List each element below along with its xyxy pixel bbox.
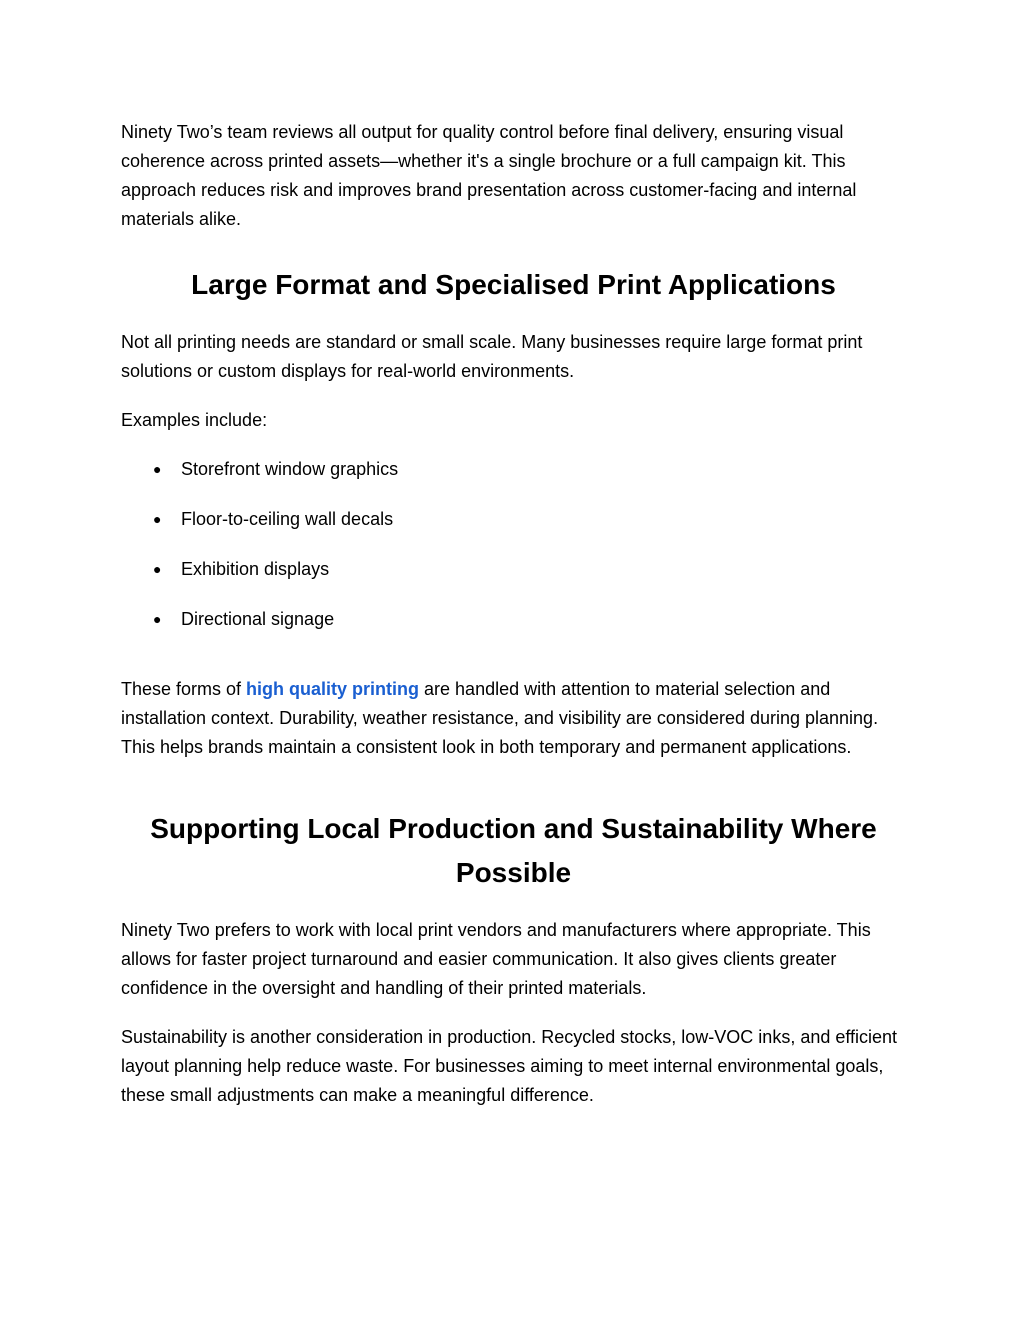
high-quality-printing-paragraph: [121, 675, 906, 762]
list-item: [121, 605, 906, 634]
list-item-text: Storefront window graphics: [181, 459, 399, 479]
paragraph-text-before-link: These forms of: [121, 679, 247, 699]
list-item: [121, 505, 906, 534]
list-item: [121, 555, 906, 584]
list-item: [121, 455, 906, 484]
bullet-icon: ●: [153, 461, 162, 477]
intro-paragraph: Ninety Two’s team reviews all output for quality control before final delivery, ensuring visual coherence across printed assets—whether it's a single brochure or a full campaign kit. This approach reduces risk and improves brand presentation across customer-facing and internal materials alike.: [121, 122, 857, 229]
list-item-text: Floor-to-ceiling wall decals: [181, 509, 394, 529]
large-format-heading: Large Format and Specialised Print Applications: [191, 269, 836, 300]
local-vendors-paragraph: Ninety Two prefers to work with local print vendors and manufacturers where appropriate. This allows for faster project turnaround and easier communication. It also gives clients greater confidence in the oversight and handling of their printed materials.: [121, 920, 871, 998]
examples-label: Examples include:: [121, 410, 268, 430]
high-quality-printing-link[interactable]: high quality printing: [246, 679, 420, 699]
examples-list: [121, 455, 906, 634]
local-production-heading: Supporting Local Production and Sustainability Where Possible: [150, 813, 877, 888]
document-page: [121, 118, 906, 1110]
sustainability-paragraph: Sustainability is another consideration in production. Recycled stocks, low-VOC inks, and efficient layout planning help reduce waste. For businesses aiming to meet internal environmental goals, these small adjustments can make a meaningful difference.: [121, 1027, 898, 1105]
bullet-icon: ●: [153, 561, 162, 577]
large-format-paragraph: Not all printing needs are standard or small scale. Many businesses require large format print solutions or custom displays for real-world environments.: [121, 332, 863, 381]
paragraph-text-after-link: are handled with attention to material selection and installation context. Durability, weather resistance, and visibility are considered during planning. This helps brands maintain a consistent look in both temporary and permanent applications.: [121, 679, 879, 757]
bullet-icon: ●: [153, 611, 162, 627]
bullet-icon: ●: [153, 511, 162, 527]
list-item-text: Exhibition displays: [181, 559, 330, 579]
list-item-text: Directional signage: [181, 609, 335, 629]
